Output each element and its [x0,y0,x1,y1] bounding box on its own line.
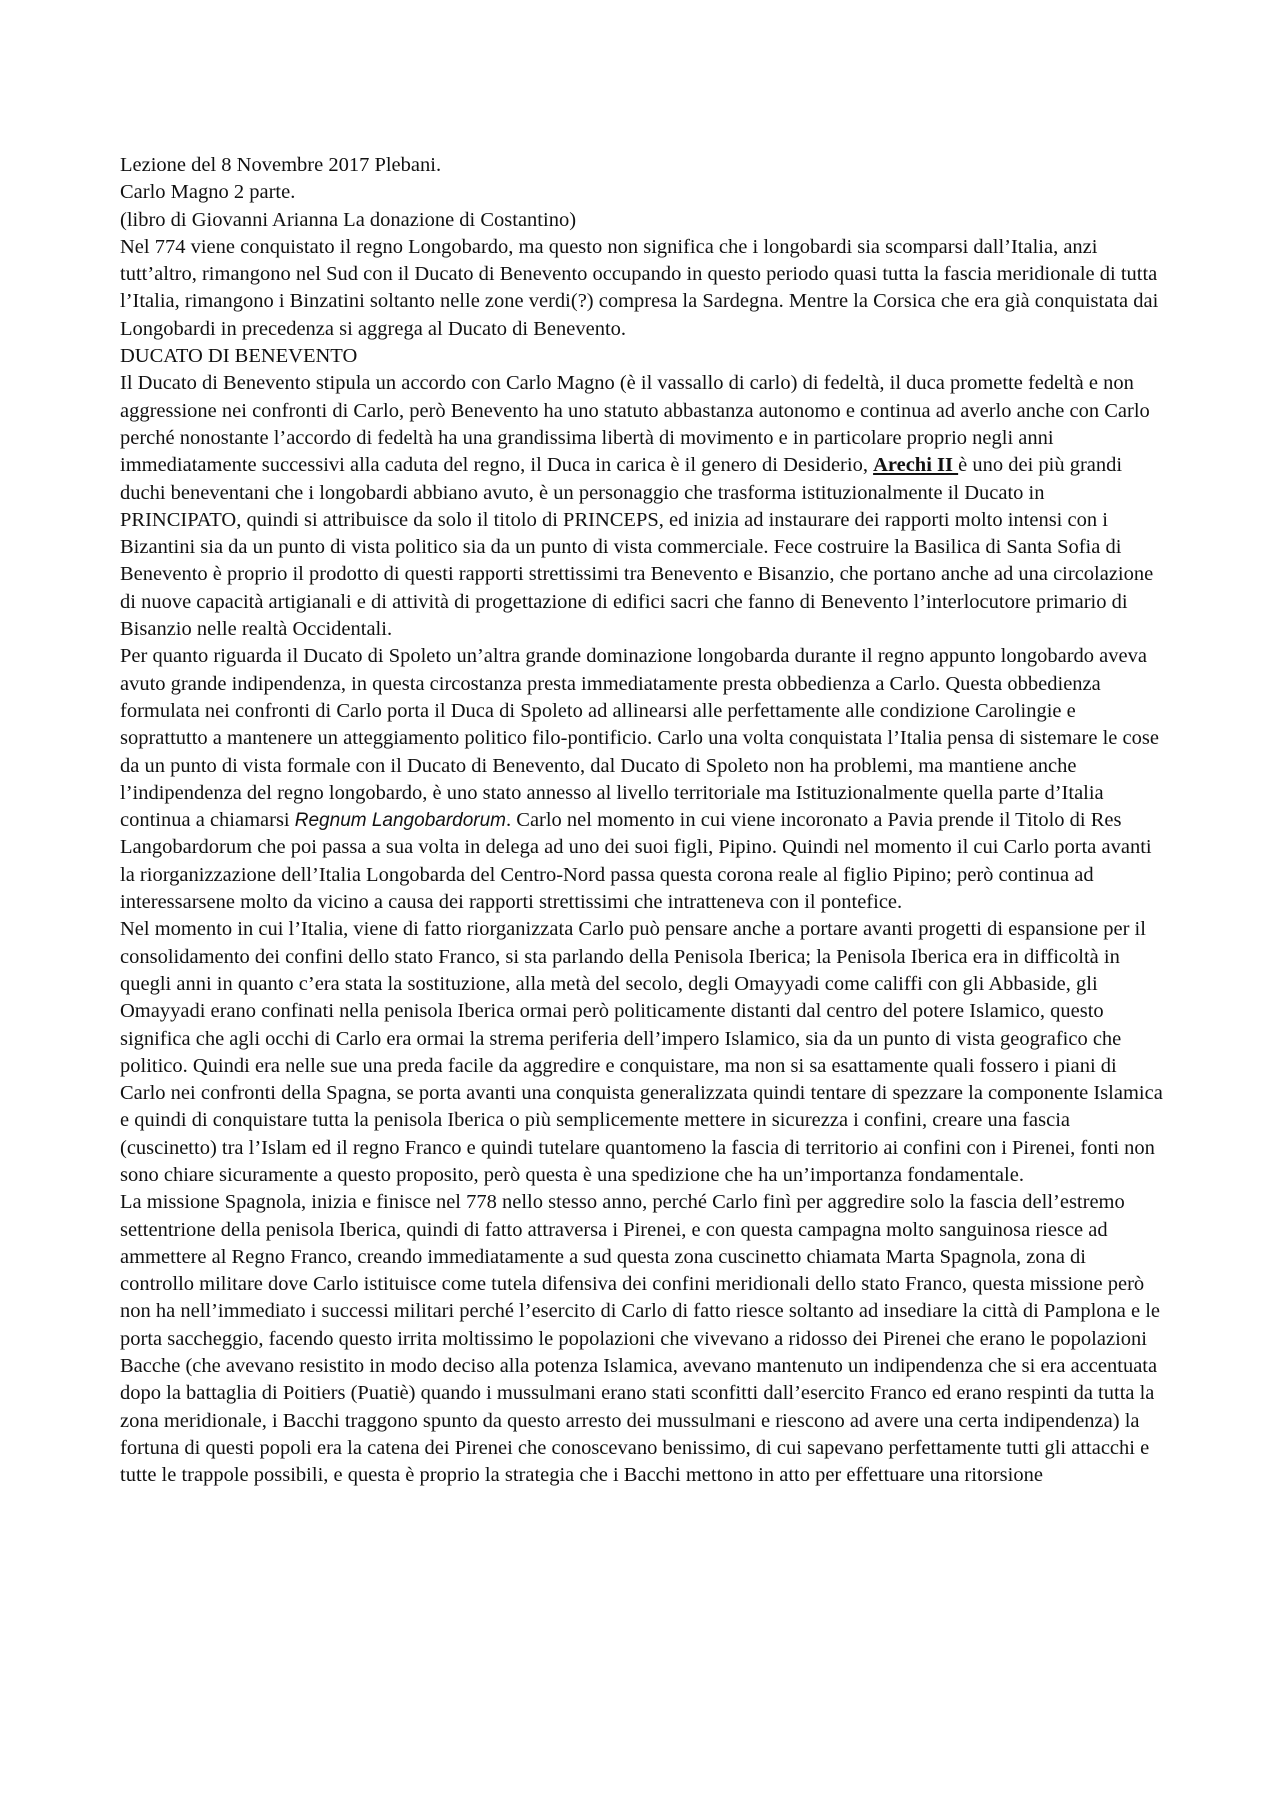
book-reference: (libro di Giovanni Arianna La donazione di Costantino) [120,208,577,231]
paragraph-spoleto-text-b: . Carlo nel momento in cui viene incoronato a Pavia prende il Titolo di Res Langobardorum che poi passa a sua volta in delega ad uno dei suoi figli, Pipino. Quindi nel momento il cui Carlo porta avanti la riorganizzazione dell’Italia Longobarda del Centro-Nord passa questa corona reale al figlio Pipino; però continua ad interessarsene molto da vicino a causa dei rapporti strettissimi che intratteneva con il pontefice. [120,809,1152,914]
arechi-ii-link[interactable]: Arechi II [873,454,959,477]
section-heading-ducato: DUCATO DI BENEVENTO [120,345,358,368]
paragraph-conquest-774: Nel 774 viene conquistato il regno Longobardo, ma questo non significa che i longobardi sia scomparsi dall’Italia, anzi tutt’altro, rimangono nel Sud con il Ducato di Benevento occupando in questo periodo quasi tutta la fascia meridionale di tutta l’Italia, rimangono i Binzatini soltanto nelle zone verdi(?) compresa la Sardegna. Mentre la Corsica che era già conquistata dai Longobardi in precedenza si aggrega al Ducato di Benevento. [120,235,1159,340]
paragraph-benevento-text-b: è uno dei più grandi duchi beneventani che i longobardi abbiano avuto, è un personaggio che trasforma istituzionalmente il Ducato in PRINCIPATO, quindi si attribuisce da solo il titolo di PRINCEPS, ed inizia ad instaurare dei rapporti molto intensi con i Bizantini sia da un punto di vista politico sia da un punto di vista commerciale. Fece costruire la Basilica di Santa Sofia di Benevento è proprio il prodotto di questi rapporti strettissimi tra Benevento e Bisanzio, che portano anche ad una circolazione di nuove capacità artigianali e di attività di progettazione di edifici sacri che fanno di Benevento l’interlocutore primario di Bisanzio nelle realtà Occidentali. [120,454,1154,641]
paragraph-missione-spagnola: La missione Spagnola, inizia e finisce nel 778 nello stesso anno, perché Carlo finì per aggredire solo la fascia dell’estremo settentrione della penisola Iberica, quindi di fatto attraversa i Pirenei, e con questa campagna molto sanguinosa riesce ad ammettere al Regno Franco, creando immediatamente a sud questa zona cuscinetto chiamata Marta Spagnola, zona di controllo militare dove Carlo istituisce come tutela difensiva dei confini meridionali dello stato Franco, questa missione però non ha nell’immediato i successi militari perché l’esercito di Carlo di fatto riesce soltanto ad insediare la città di Pamplona e le porta saccheggio, facendo questo irrita moltissimo le popolazioni che vivevano a ridosso dei Pirenei che erano le popolazioni Bacche (che avevano resistito in modo deciso alla potenza Islamica, avevano mantenuto un indipendenza che si era accentuata dopo la battaglia di Poitiers (Puatiè) quando i mussulmani erano stati sconfitti dall’esercito Franco ed erano respinti da tutta la zona meridionale, i Bacchi traggono spunto da questo arresto dei mussulmani e riescono ad avere una certa indipendenza) la fortuna di questi popoli era la catena dei Pirenei che conoscevano benissimo, di cui sapevano perfettamente tutti gli attacchi e tutte le trappole possibili, e questa è proprio la strategia che i Bacchi mettono in atto per effettuare una ritorsione [120,1191,1161,1487]
regnum-langobardorum-term: Regnum Langobardorum [294,810,507,832]
lecture-subtitle: Carlo Magno 2 parte. [120,181,296,204]
lecture-date-line: Lezione del 8 Novembre 2017 Plebani. [120,154,442,176]
paragraph-spoleto-text-a: Per quanto riguarda il Ducato di Spoleto un’altra grande dominazione longobarda durante il regno appunto longobardo aveva avuto grande indipendenza, in questa circostanza presta immediatamente presta obbedienza a Carlo. Questa obbedienza formulata nei confronti di Carlo porta il Duca di Spoleto ad allinearsi alle perfettamente alle condizione Carolingie e soprattutto a mantenere un atteggiamento politico filo-pontificio. Carlo una volta conquistata l’Italia pensa di sistemare le cose da un punto di vista formale con il Ducato di Benevento, dal Ducato di Spoleto non ha problemi, ma mantiene anche l’indipendenza del regno longobardo, è uno stato annesso al livello territoriale ma Istituzionalmente quella parte d’Italia continua a chiamarsi [120,645,1159,832]
paragraph-penisola-iberica: Nel momento in cui l’Italia, viene di fatto riorganizzata Carlo può pensare anche a portare avanti progetti di espansione per il consolidamento dei confini dello stato Franco, si sta parlando della Penisola Iberica; la Penisola Iberica era in difficoltà in quegli anni in quanto c’era stata la sostituzione, alla metà del secolo, degli Omayyadi come califfi con gli Abbaside, gli Omayyadi erano confinati nella penisola Iberica ormai però politicamente distanti dal centro del potere Islamico, questo significa che agli occhi di Carlo era ormai la strema periferia dell’impero Islamico, sia da un punto di vista geografico che politico. Quindi era nelle sue una preda facile da aggredire e conquistare, ma non si sa esattamente quali fossero i piani di Carlo nei confronti della Spagna, se porta avanti una conquista generalizzata quindi tentare di spezzare la componente Islamica e quindi di conquistare tutta la penisola Iberica o più semplicemente mettere in sicurezza i confini, creare una fascia (cuscinetto) tra l’Islam ed il regno Franco e quindi tutelare quantomeno la fascia di territorio ai confini con i Pirenei, fonti non sono chiare sicuramente a questo proposito, però questa è una spedizione che ha un’importanza fondamentale. [120,918,1163,1186]
paragraph-benevento [120,370,1165,643]
paragraph-benevento-text-a: Il Ducato di Benevento stipula un accordo con Carlo Magno (è il vassallo di carlo) di fedeltà, il duca promette fedeltà e non aggressione nei confronti di Carlo, però Benevento ha uno statuto abbastanza autonomo e continua ad averlo anche con Carlo perché nonostante l’accordo di fedeltà ha una grandissima libertà di movimento e in particolare proprio negli anni immediatamente successivi alla caduta del regno, il Duca in carica è il genero di Desiderio, [120,372,1150,477]
paragraph-spoleto [120,643,1165,916]
document-page [120,152,1165,1490]
